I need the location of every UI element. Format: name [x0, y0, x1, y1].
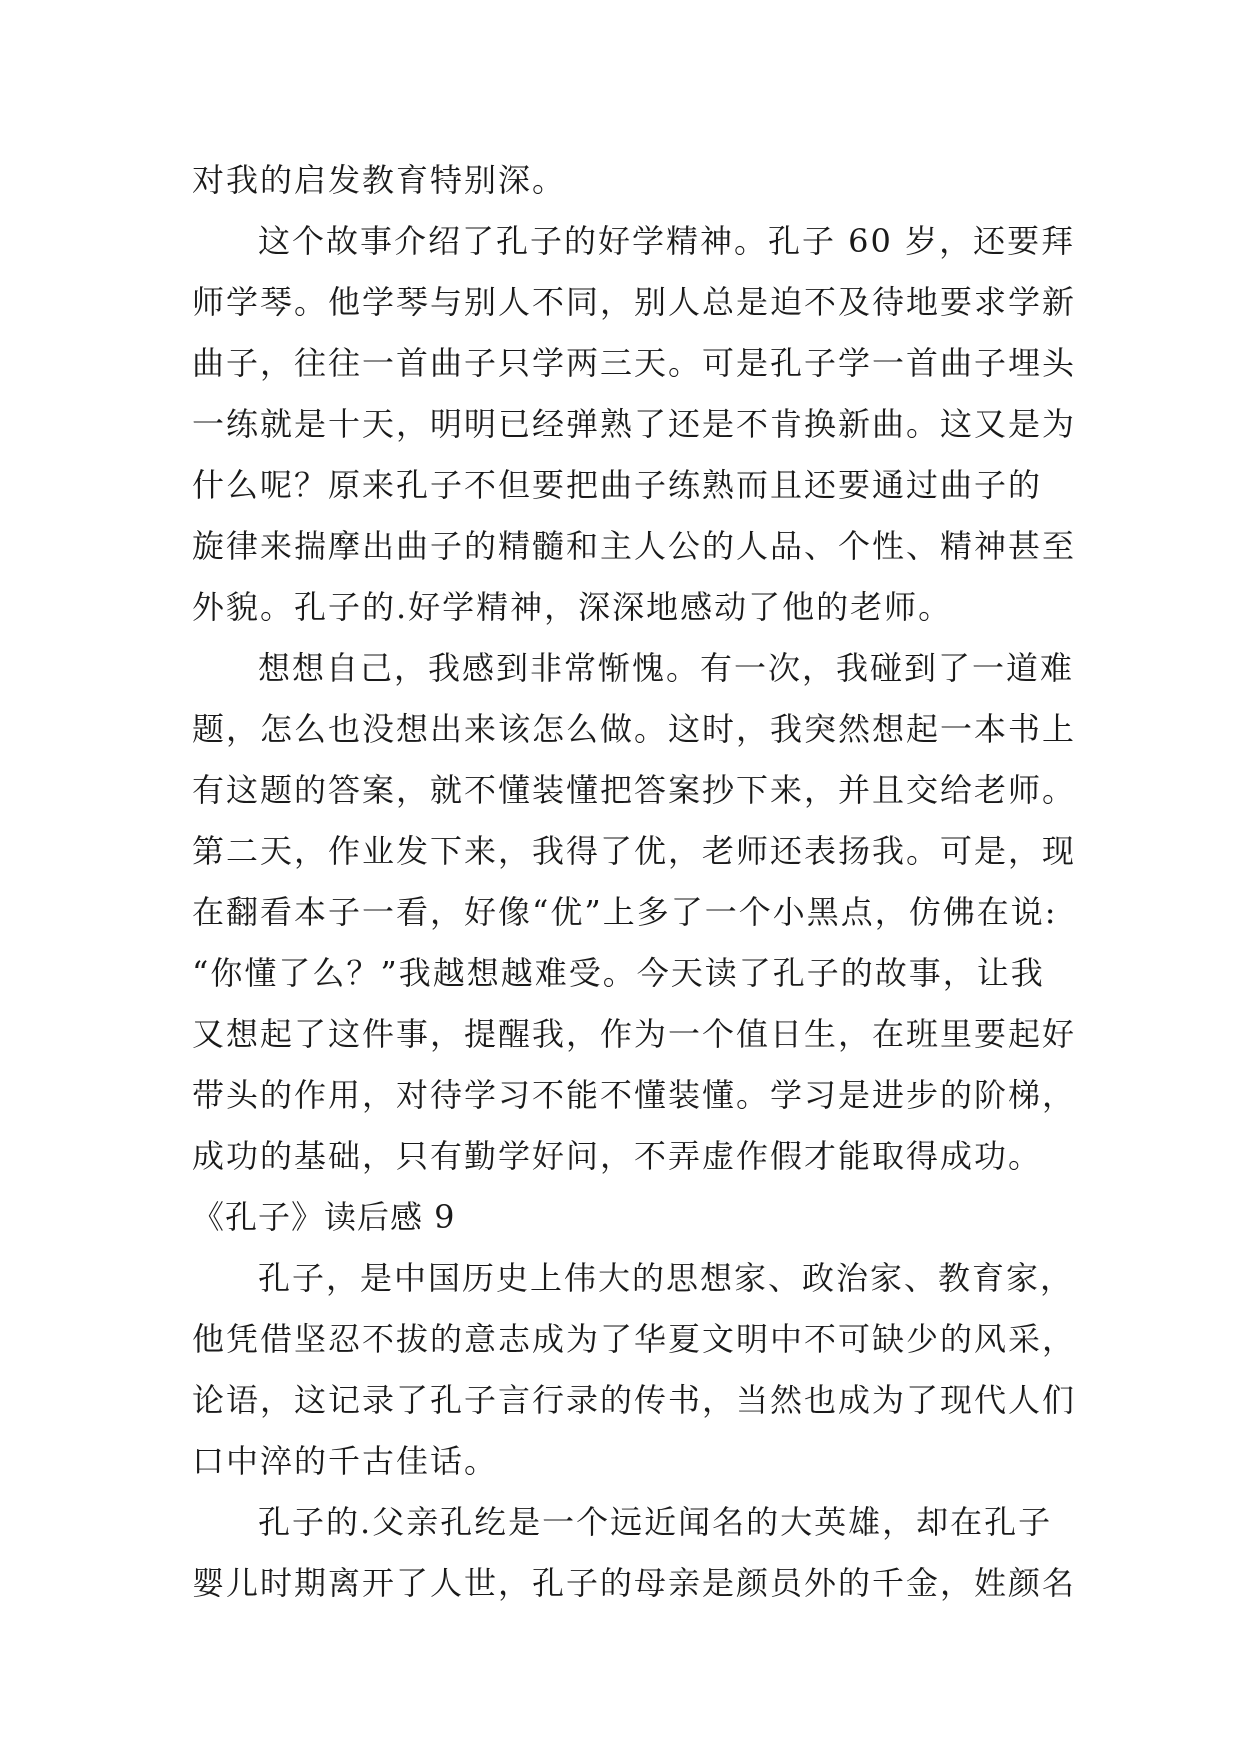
text-line: 这个故事介绍了孔子的好学精神。孔子 60 岁，还要拜: [258, 222, 1076, 260]
text-line: 又想起了这件事，提醒我，作为一个值日生，在班里要起好: [192, 1015, 1077, 1053]
text-line: 有这题的答案，就不懂装懂把答案抄下来，并且交给老师。: [192, 771, 1077, 809]
text-line: “你懂了么？”我越想越难受。今天读了孔子的故事，让我: [192, 954, 1045, 992]
text-line: 师学琴。他学琴与别人不同，别人总是迫不及待地要求学新: [192, 283, 1077, 321]
text-line: 带头的作用，对待学习不能不懂装懂。学习是进步的阶梯，: [192, 1076, 1077, 1114]
text-line: 题，怎么也没想出来该怎么做。这时，我突然想起一本书上: [192, 710, 1077, 748]
text-line: 口中淬的千古佳话。: [192, 1442, 499, 1480]
text-line: 婴儿时期离开了人世，孔子的母亲是颜员外的千金，姓颜名: [192, 1564, 1077, 1602]
document-page: [192, 150, 1077, 1614]
text-line: 什么呢？原来孔子不但要把曲子练熟而且还要通过曲子的: [192, 466, 1043, 504]
text-line: 旋律来揣摩出曲子的精髓和主人公的人品、个性、精神甚至: [192, 527, 1077, 565]
text-line: 一练就是十天，明明已经弹熟了还是不肯换新曲。这又是为: [192, 405, 1077, 443]
text-line: 孔子的.父亲孔纥是一个远近闻名的大英雄，却在孔子: [258, 1503, 1053, 1541]
text-line: 论语，这记录了孔子言行录的传书，当然也成为了现代人们: [192, 1381, 1077, 1419]
text-line: 成功的基础，只有勤学好问，不弄虚作假才能取得成功。: [192, 1137, 1043, 1175]
text-line: 孔子，是中国历史上伟大的思想家、政治家、教育家，: [258, 1259, 1075, 1297]
section-heading: 《孔子》读后感 9: [192, 1198, 456, 1236]
text-line: 想想自己，我感到非常惭愧。有一次，我碰到了一道难: [258, 649, 1075, 687]
text-line: 他凭借坚忍不拔的意志成为了华夏文明中不可缺少的风采，: [192, 1320, 1077, 1358]
text-line: 外貌。孔子的.好学精神，深深地感动了他的老师。: [192, 588, 953, 626]
text-line: 第二天，作业发下来，我得了优，老师还表扬我。可是，现: [192, 832, 1077, 870]
text-line: 对我的启发教育特别深。: [192, 161, 567, 199]
text-line: 曲子，往往一首曲子只学两三天。可是孔子学一首曲子埋头: [192, 344, 1077, 382]
text-line: 在翻看本子一看，好像“优”上多了一个小黑点，仿佛在说:: [192, 893, 1058, 931]
